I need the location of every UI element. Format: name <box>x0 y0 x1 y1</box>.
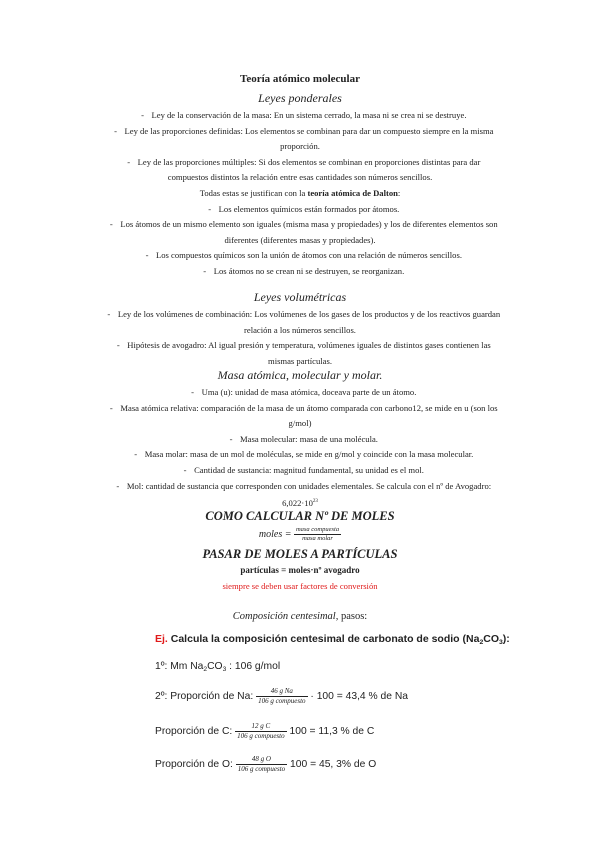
list-item-continuation: diferentes (diferentes masas y propiedades). <box>224 234 376 245</box>
step-molar-mass: 1º: Mm $Na_2CO_3$ : 106 g/mol <box>155 661 281 673</box>
example-statement: Ej. Calcula la composición centesimal de carbonato de sodio $(Na_2CO_3)$: <box>155 633 510 646</box>
list-item: - Ley de la conservación de la masa: En un sistema cerrado, la masa ni se crea ni se destruye. <box>141 110 467 120</box>
list-item: - Hipótesis de avogadro: Al igual presión y temperatura, volúmenes iguales de distintos gases contienen las <box>116 340 491 351</box>
list-item-continuation: proporción. <box>280 141 320 152</box>
example-label: Ej. <box>155 633 168 645</box>
list-item: - Los elementos químicos están formados por átomos. <box>208 203 400 214</box>
heading-masa-atomica: Masa atómica, molecular y molar. <box>217 368 383 382</box>
list-item-continuation: mismas partículas. <box>268 355 332 366</box>
heading-moles-particulas: PASAR DE MOLES A PARTÍCULAS <box>202 547 398 561</box>
list-item-continuation: relación a los números sencillos. <box>244 324 356 335</box>
list-item: - Mol: cantidad de sustancia que corresponden con unidades elementales. Se calcula con el nº de Avogadro: <box>116 480 492 491</box>
list-item: - Ley de los volúmenes de combinación: Los volúmenes de los gases de los productos y de los reactivos guardan <box>107 309 501 319</box>
dalton-intro: Todas estas se justifican con la teoría atómica de Dalton: <box>199 187 401 198</box>
list-item: - Ley de las proporciones múltiples: Si dos elementos se combinan en proporciones distintas para dar <box>127 156 481 167</box>
list-item: - Masa molar: masa de un mol de moléculas, se mide en g/mol y coincide con la masa molecular. <box>134 449 474 460</box>
list-item: - Masa molecular: masa de una molécula. <box>229 433 378 444</box>
volumetricas-list <box>40 307 560 369</box>
heading-leyes-volumetricas: Leyes volumétricas <box>253 290 347 304</box>
list-item: - Masa atómica relativa: comparación de la masa de un átomo comparada con carbono12, se mide en u (son los <box>109 402 498 413</box>
o-fraction: $\frac{\text{48 g O}}{\text{106 g compuesto}}$ <box>237 755 286 773</box>
heading-leyes-ponderales: Leyes ponderales <box>258 91 342 105</box>
list-item: - Los compuestos químicos son la unión de átomos con una relación de números sencillos. <box>145 250 462 261</box>
ponderales-list <box>40 108 560 280</box>
particles-formula: partículas = moles·nº avogadro <box>240 565 360 575</box>
c-fraction: $\frac{\text{12 g C}}{\text{106 g compuesto}}$ <box>237 722 285 740</box>
na-fraction: $\frac{\text{46 g Na}}{\text{106 g compuesto}}$ <box>258 687 306 705</box>
page-title: Teoría atómico molecular <box>240 73 360 85</box>
list-item: - Uma (u): unidad de masa atómica, doceava parte de un átomo. <box>191 387 417 397</box>
heading-composicion-centesimal: Composición centesimal, pasos: <box>232 611 368 622</box>
moles-fraction: $\frac{\text{masa compuesta}}{\text{masa molar}}$ <box>295 526 340 542</box>
avogadro-number: $6,022\cdot 10^{23}$ <box>282 498 318 509</box>
list-item: - Cantidad de sustancia: magnitud fundamental, su unidad es el mol. <box>183 464 424 475</box>
list-item-continuation: g/mol) <box>288 418 312 429</box>
list-item-continuation: compuestos distintos la relación entre esas cantidades son números sencillos. <box>167 172 433 183</box>
list-item: - Los átomos no se crean ni se destruyen, se reorganizan. <box>203 265 405 276</box>
step-proportion-c: Proporción de C: $\frac{\text{12 g C}}{\text{106 g compuesto}}$ 100 = 11,3 % de C <box>155 722 375 740</box>
moles-formula: moles = $\frac{\text{masa compuesta}}{\text{masa molar}}$ <box>258 526 340 542</box>
list-item: - Ley de las proporciones definidas: Los elementos se combinan para dar un compuesto siempre en la misma <box>114 125 494 136</box>
list-item: - Los átomos de un mismo elemento son iguales (misma masa y propiedades) y los de diferentes elementos son <box>109 219 498 230</box>
step-proportion-o: Proporción de O: $\frac{\text{48 g O}}{\text{106 g compuesto}}$ 100 = 45, 3% de O <box>155 755 377 773</box>
conversion-note: siempre se deben usar factores de conversión <box>222 581 378 591</box>
heading-calcular-moles: COMO CALCULAR Nº DE MOLES <box>205 509 395 523</box>
step-proportion-na: 2º: Proporción de Na: $\frac{\text{46 g Na}}{\text{106 g compuesto}}$ · 100 = 43,4 % de Na <box>155 687 409 705</box>
masa-list <box>40 385 560 512</box>
